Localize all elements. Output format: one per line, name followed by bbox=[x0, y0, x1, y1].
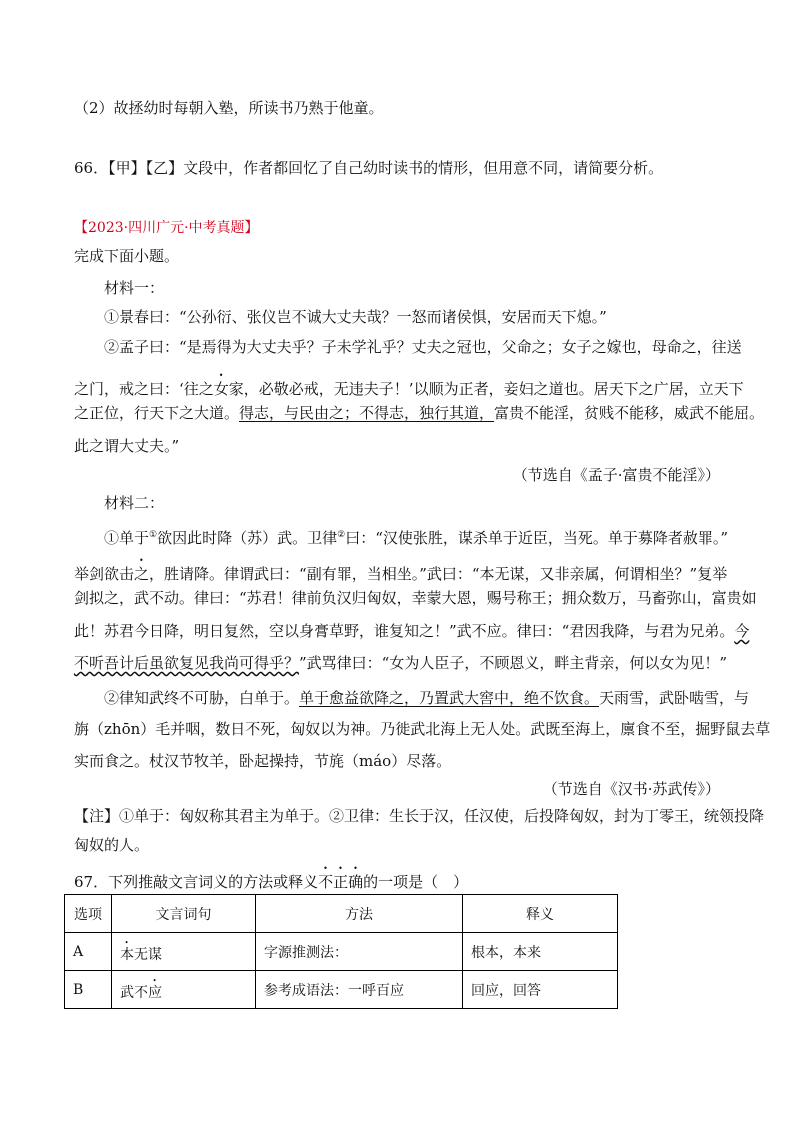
header-cell: 方法 bbox=[256, 895, 463, 933]
text-segment: 之正位，行天下之大道。 bbox=[74, 404, 240, 422]
material-2-line-1 bbox=[104, 525, 728, 548]
wavy-underlined-sentence: 今 bbox=[734, 622, 750, 640]
option-cell: B bbox=[65, 971, 112, 1009]
table-row bbox=[65, 971, 618, 1009]
header-cell: 选项 bbox=[65, 895, 112, 933]
material-2-line-6 bbox=[104, 688, 749, 708]
text-segment: 欲因此时降（苏）武。卫律 bbox=[157, 529, 338, 547]
text-segment: ”武骂律曰：“女为人臣子，不顾恩义，畔主背亲，何以女为见！” bbox=[299, 654, 728, 672]
text-segment: 之门，戒之曰：‘往之 bbox=[74, 380, 214, 398]
text-segment: ①单于 bbox=[104, 529, 150, 547]
material-1-para-2-line-2 bbox=[74, 371, 744, 399]
q65-item2: （2）故拯幼时每朝入塾，所读书乃熟于他童。 bbox=[74, 99, 384, 117]
text-segment: 无谋 bbox=[134, 947, 162, 963]
method-cell: 字源推测法： bbox=[256, 933, 463, 971]
note-line-2: 匈奴的人。 bbox=[74, 836, 150, 854]
table-row bbox=[65, 933, 618, 971]
text-segment: 67．下列推敲文言词义的方法或释义 bbox=[74, 873, 319, 891]
dotted-emphasis: 不正确 bbox=[318, 873, 364, 891]
dotted-char: 应 bbox=[148, 985, 162, 1001]
source-tag: 【2023·四川广元·中考真题】 bbox=[74, 220, 259, 236]
phrase-cell bbox=[112, 933, 256, 971]
meaning-cell: 根本，本来 bbox=[463, 933, 618, 971]
text-segment: 举剑欲击 bbox=[74, 565, 135, 583]
material-2-line-7: 旃（zhōn）毛并咽，数日不死，匈奴以为神。乃徙武北海上无人处。武既至海上，廪食不至，掘野鼠去草 bbox=[74, 720, 771, 738]
footnote-marker-1: ① bbox=[149, 530, 158, 540]
underlined-sentence: 得志，与民由之；不得志，独行其道， bbox=[239, 404, 495, 422]
text-segment: 曰：“汉使张胜，谋杀单于近臣，当死。单于募降者赦罪。” bbox=[345, 529, 729, 547]
material-2-line-5 bbox=[74, 653, 727, 673]
material-2-line-4 bbox=[74, 621, 749, 641]
question-67 bbox=[74, 864, 468, 892]
footnote-marker-2: ② bbox=[337, 530, 346, 540]
dotted-char: 女 bbox=[213, 380, 229, 398]
instruction: 完成下面小题。 bbox=[74, 247, 180, 265]
phrase-cell bbox=[112, 971, 256, 1009]
underlined-sentence: 单于愈益欲降之，乃置武大窖中，绝不饮食。 bbox=[299, 689, 600, 707]
text-segment: 武不 bbox=[120, 985, 148, 1001]
meaning-cell: 回应，回答 bbox=[463, 971, 618, 1009]
dotted-char: 之 bbox=[134, 565, 150, 583]
options-table bbox=[64, 894, 618, 1009]
header-cell: 文言词句 bbox=[112, 895, 256, 933]
material-1-heading: 材料一： bbox=[104, 279, 165, 297]
table-header-row bbox=[65, 895, 618, 933]
material-1-para-2-line-1: ②孟子曰：“是焉得为大丈夫乎？子未学礼乎？丈夫之冠也，父命之；女子之嫁也，母命之，往送 bbox=[104, 338, 742, 356]
material-2-line-3: 剑拟之，武不动。律曰：“苏君！律前负汉归匈奴，幸蒙大恩，赐号称王；拥众数万，马畜弥山，富贵如 bbox=[74, 589, 757, 607]
material-2-source: （节选自《汉书·苏武传》） bbox=[542, 780, 720, 798]
text-segment: ，胜请降。律谓武曰：“副有罪，当相坐。”武曰：“本无谋，又非亲属，何谓相坐？”复举 bbox=[149, 565, 728, 583]
option-cell: A bbox=[65, 933, 112, 971]
dotted-char: 本 bbox=[120, 947, 134, 963]
text-segment: 富贵不能淫，贫贱不能移，威武不能屈。 bbox=[494, 404, 765, 422]
text-segment: 此！苏君今日降，明日复然，空以身膏草野，谁复知之！”武不应。律曰：“君因我降，与君为兄弟。 bbox=[74, 622, 735, 640]
question-66: 66．【甲】【乙】文段中，作者都回忆了自己幼时读书的情形，但用意不同，请简要分析。 bbox=[74, 159, 664, 177]
material-1-para-2-line-3 bbox=[74, 403, 764, 423]
material-2-line-2 bbox=[74, 556, 727, 584]
wavy-underlined-sentence: 不听吾计后虽欲复见我尚可得乎？ bbox=[74, 654, 300, 672]
text-segment: ②律知武终不可胁，白单于。 bbox=[104, 689, 300, 707]
text-segment: 的一项是（ ） bbox=[363, 873, 469, 891]
header-cell: 释义 bbox=[463, 895, 618, 933]
note-line-1: 【注】①单于：匈奴称其君主为单于。②卫律：生长于汉，任汉使，后投降匈奴，封为丁零王，统领投降 bbox=[74, 807, 765, 825]
material-2-line-8: 实而食之。杖汉节牧羊，卧起操持，节旄（máo）尽落。 bbox=[74, 752, 452, 770]
text-segment: 天雨雪，武卧啮雪，与 bbox=[599, 689, 750, 707]
material-2-heading: 材料二： bbox=[104, 494, 165, 512]
material-1-para-1: ①景春曰：“公孙衍、张仪岂不诚大丈夫哉？一怒而诸侯惧，安居而天下熄。” bbox=[104, 308, 607, 326]
material-1-source: （节选自《孟子·富贵不能淫》） bbox=[512, 466, 720, 484]
method-cell: 参考成语法：一呼百应 bbox=[256, 971, 463, 1009]
text-segment: 家，必敬必戒，无违夫子！’以顺为正者，妾妇之道也。居天下之广居，立天下 bbox=[228, 380, 744, 398]
material-1-para-2-line-4: 此之谓大丈夫。” bbox=[74, 437, 180, 455]
